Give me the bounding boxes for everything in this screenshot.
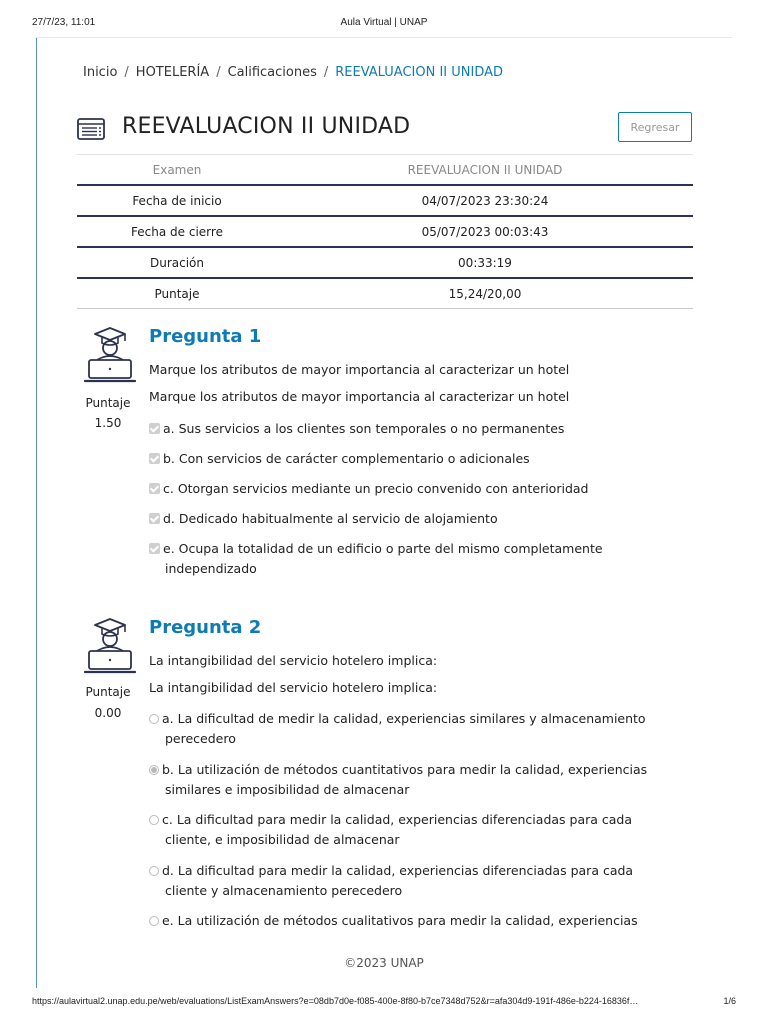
breadcrumb-current: REEVALUACION II UNIDAD [335, 65, 504, 80]
option-text: c. Otorgan servicios mediante un precio convenido con anterioridad [163, 481, 589, 496]
print-header [32, 17, 736, 31]
breadcrumb-separator: / [216, 65, 221, 80]
table-row [77, 216, 693, 247]
checkbox-checked[interactable] [149, 513, 160, 524]
option-text: d. Dedicado habitualmente al servicio de alojamiento [163, 511, 498, 526]
question-statement-repeat: La intangibilidad del servicio hotelero implica: [149, 680, 438, 695]
question-statement: La intangibilidad del servicio hotelero implica: [149, 653, 438, 668]
score-label: Puntaje [85, 685, 131, 699]
breadcrumb-inicio[interactable]: Inicio [83, 65, 118, 80]
question-1 [77, 326, 693, 586]
table-row [77, 247, 693, 278]
table-cell-label: Duración [77, 247, 277, 278]
print-datetime: 27/7/23, 11:01 [32, 17, 96, 28]
breadcrumb-separator: / [323, 65, 329, 80]
checkbox-checked[interactable] [149, 453, 160, 464]
breadcrumb-course[interactable]: HOTELERÍA [135, 65, 210, 80]
table-header-value: REEVALUACION II UNIDAD [277, 155, 693, 185]
option-text-continued: perecedero [165, 731, 236, 746]
left-margin-line [36, 38, 37, 988]
option-text: d. La dificultad para medir la calidad, experiencias diferenciadas para cada [162, 863, 634, 878]
question-statement: Marque los atributos de mayor importancia al caracterizar un hotel [149, 362, 570, 377]
checkbox-checked[interactable] [149, 423, 160, 434]
copyright: ©2023 UNAP [344, 956, 424, 970]
exam-info-table [77, 155, 693, 309]
radio-button[interactable] [149, 866, 159, 876]
answer-option[interactable] [149, 810, 679, 850]
table-row [77, 185, 693, 216]
option-text-continued: independizado [165, 561, 257, 576]
option-text: b. Con servicios de carácter complementario o adicionales [163, 451, 530, 466]
option-text-continued: similares e imposibilidad de almacenar [165, 782, 410, 797]
radio-button[interactable] [149, 714, 159, 724]
table-cell-label: Fecha de inicio [77, 185, 277, 216]
answer-option[interactable] [149, 760, 679, 800]
radio-button[interactable] [149, 916, 159, 926]
answer-option[interactable] [149, 911, 679, 931]
table-cell-value: 00:33:19 [277, 247, 693, 278]
exam-list-icon [77, 118, 105, 140]
table-cell-label: Puntaje [77, 278, 277, 309]
page-title: REEVALUACION II UNIDAD [122, 114, 411, 139]
option-text: c. La dificultad para medir la calidad, experiencias diferenciadas para cada [162, 812, 633, 827]
score-label: Puntaje [85, 396, 131, 410]
print-page-number: 1/6 [723, 996, 736, 1006]
question-2 [77, 617, 693, 937]
question-title: Pregunta 2 [149, 617, 262, 638]
table-header-label: Examen [77, 155, 277, 185]
answer-option[interactable] [149, 539, 679, 579]
table-row [77, 278, 693, 309]
answer-option[interactable] [149, 509, 679, 529]
regresar-button[interactable]: Regresar [618, 112, 692, 142]
print-page-title: Aula Virtual | UNAP [340, 17, 428, 28]
answer-option[interactable] [149, 479, 679, 499]
radio-button[interactable] [149, 815, 159, 825]
checkbox-checked[interactable] [149, 483, 160, 494]
table-cell-label: Fecha de cierre [77, 216, 277, 247]
exam-header [77, 108, 693, 155]
print-footer [32, 996, 736, 1010]
option-text: a. Sus servicios a los clientes son temporales o no permanentes [163, 421, 565, 436]
score-value: 0.00 [94, 706, 122, 720]
radio-button-selected[interactable] [149, 765, 159, 775]
answer-option[interactable] [149, 709, 679, 749]
table-cell-value: 04/07/2023 23:30:24 [277, 185, 693, 216]
option-text-continued: cliente, e imposibilidad de almacenar [165, 832, 400, 847]
question-title: Pregunta 1 [149, 326, 262, 347]
table-cell-value: 05/07/2023 00:03:43 [277, 216, 693, 247]
breadcrumb-calificaciones[interactable]: Calificaciones [227, 65, 317, 80]
print-url: https://aulavirtual2.unap.edu.pe/web/evaluations/ListExamAnswers?e=08db7d0e-f085-400e-8f80-b7ce7348d752&r=afa304d9-191f-486e-b224-16836f… [32, 996, 639, 1006]
option-text: e. Ocupa la totalidad de un edificio o parte del mismo completamente [163, 541, 603, 556]
question-statement-repeat: Marque los atributos de mayor importancia al caracterizar un hotel [149, 389, 570, 404]
option-text-continued: cliente y almacenamiento perecedero [165, 883, 403, 898]
table-header-row [77, 155, 693, 185]
student-laptop-icon [84, 617, 136, 675]
breadcrumb-separator: / [124, 65, 129, 80]
answer-option[interactable] [149, 861, 679, 901]
header-divider [36, 37, 732, 38]
score-value: 1.50 [94, 416, 122, 430]
option-text: b. La utilización de métodos cuantitativos para medir la calidad, experiencias [162, 762, 648, 777]
student-laptop-icon [84, 326, 136, 384]
answer-option[interactable] [149, 419, 679, 439]
option-text: a. La dificultad de medir la calidad, experiencias similares y almacenamiento [162, 711, 646, 726]
breadcrumb [83, 65, 503, 80]
checkbox-checked[interactable] [149, 543, 160, 554]
table-cell-value: 15,24/20,00 [277, 278, 693, 309]
answer-option[interactable] [149, 449, 679, 469]
option-text: e. La utilización de métodos cualitativos para medir la calidad, experiencias [162, 913, 638, 928]
